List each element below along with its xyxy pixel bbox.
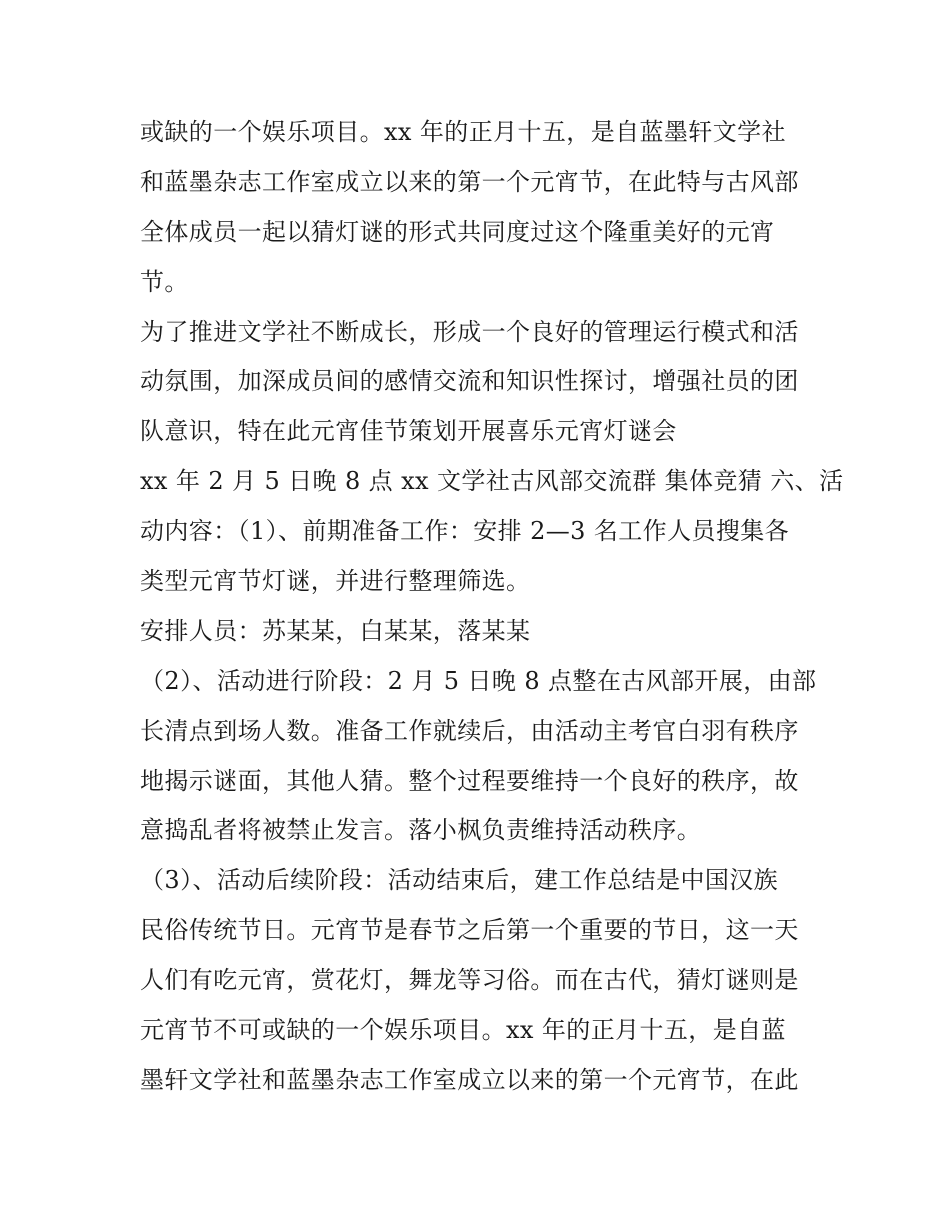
text-line: 全体成员一起以猜灯谜的形式共同度过这个隆重美好的元宵: [140, 217, 775, 246]
text-line: （3）、活动后续阶段：活动结束后，建工作总结是中国汉族: [140, 866, 779, 895]
text-line: 为了推进文学社不断成长，形成一个良好的管理运行模式和活: [140, 317, 799, 346]
text-line: （2）、活动进行阶段：2 月 5 日晚 8 点整在古风部开展，由部: [140, 666, 817, 695]
text-line: 墨轩文学社和蓝墨杂志工作室成立以来的第一个元宵节，在此: [140, 1065, 799, 1094]
text-line: 动氛围，加深成员间的感情交流和知识性探讨，增强社员的团: [140, 367, 799, 396]
text-line: 元宵节不可或缺的一个娱乐项目。xx 年的正月十五，是自蓝: [140, 1016, 786, 1045]
text-line: 节。: [140, 267, 189, 296]
text-line: 安排人员：苏某某，白某某，落某某: [140, 616, 531, 645]
text-line: 和蓝墨杂志工作室成立以来的第一个元宵节，在此特与古风部: [140, 167, 799, 196]
text-line: 地揭示谜面，其他人猜。整个过程要维持一个良好的秩序，故: [140, 766, 799, 795]
document-body: [140, 108, 844, 1106]
text-line: xx 年 2 月 5 日晚 8 点 xx 文学社古风部交流群 集体竞猜 六、活: [140, 467, 844, 496]
text-line: 或缺的一个娱乐项目。xx 年的正月十五，是自蓝墨轩文学社: [140, 118, 786, 146]
text-line: 民俗传统节日。元宵节是春节之后第一个重要的节日，这一天: [140, 916, 799, 945]
text-line: 意捣乱者将被禁止发言。落小枫负责维持活动秩序。: [140, 816, 702, 845]
text-line: 动内容：（1）、前期准备工作：安排 2—3 名工作人员搜集各: [140, 517, 790, 546]
text-line: 类型元宵节灯谜，并进行整理筛选。: [140, 567, 531, 596]
text-line: 长清点到场人数。准备工作就续后，由活动主考官白羽有秩序: [140, 716, 799, 745]
text-line: 人们有吃元宵，赏花灯，舞龙等习俗。而在古代，猜灯谜则是: [140, 966, 799, 995]
text-line: 队意识，特在此元宵佳节策划开展喜乐元宵灯谜会: [140, 417, 677, 446]
